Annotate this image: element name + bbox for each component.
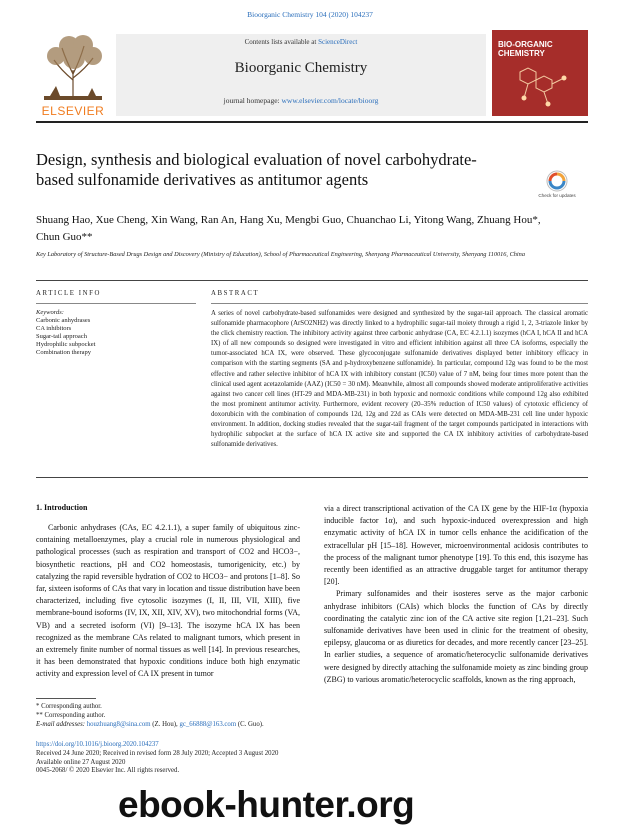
- corresponding-author-2: ** Corresponding author.: [36, 711, 106, 719]
- available-online: Available online 27 August 2020: [36, 758, 126, 766]
- keyword-item: CA inhibitors: [36, 325, 72, 333]
- article-info-heading: ARTICLE INFO: [36, 290, 102, 297]
- homepage-prefix: journal homepage:: [223, 96, 282, 105]
- footnotes: [36, 703, 596, 729]
- footnote-rule: [36, 698, 96, 699]
- doi-link[interactable]: https://doi.org/10.1016/j.bioorg.2020.104237: [36, 741, 159, 748]
- journal-homepage-line: [116, 96, 486, 105]
- check-for-updates-label: Check for updates: [538, 193, 576, 198]
- abstract-rule: [211, 303, 588, 304]
- journal-title: Bioorganic Chemistry: [234, 60, 368, 76]
- keyword-item: Combination therapy: [36, 349, 92, 357]
- publication-info: [36, 741, 436, 776]
- article-info-rule: [36, 303, 196, 304]
- contents-line: [116, 38, 486, 46]
- keyword-item: Carbonic anhydrases: [36, 317, 91, 324]
- email-link-hou[interactable]: houzhuang8@sina.com: [86, 720, 151, 728]
- title-divider: [36, 280, 588, 281]
- keyword-item: Hydrophilic subpocket: [36, 341, 96, 349]
- affiliation: Key Laboratory of Structure-Based Drugs Design and Discovery (Ministry of Education), School of Pharmaceutical Engineering, Shenyang Pharmaceutical University, Shenyang 110016, China: [36, 251, 525, 258]
- abstract-text: A series of novel carbohydrate-based sulfonamides were designed and synthesized by the sugar-tail approach. The classical aromatic sulfonamide pharmacophore (ArSO2NH2) was directly linked to a hydrophilic sugar-tail moiety through a rigid 1, 2, 3-triazole linker by the click chemistry reaction. The inhibitory activity against three carbonic anhydrase (CA, EC 4.2.1.1) isozymes (hCA I, hCA II and hCA IX) of all new compounds so designed were investigated in vitro and efficient inhibition against all three CA isoforms, especially the tumor-associated hCA IX, were observed. These glycoconjugate sulfonamide derivatives displayed better inhibitory efficacy in comparison with the starting segments (SA and p-hydroxybenzene sulfonamide). In particular, compound 12g was found to be the most effective and rather selective inhibitor of hCA IX with inhibitory constant (IC50) value of 7 nM, being four times more potent than the clinical used agent acetazolamide (AAZ) (IC50 = 30 nM). Meanwhile, almost all compounds showed moderate antiproliferative activities against two cancer cell lines (HT-29 and MDA-MB-231) in both hypoxic and normoxic conditions while compound 12g also exhibited the most prominent antitumor activity. Furthermore, evident recovery (20–35% reduction of IC50 values) of cytotoxic efficiency of doxorubicin with the combination of compounds 12d, 12g and 22d as CAIs were detected on MDA-MB-231 cell line under hypoxic environment. In addition, docking studies revealed that the sugar-tail fragment of the target compounds participated in interactions with hydrophilic subpocket at the surface of hCA IX active site and supported the CA IX inhibitory activities of carbohydrate-based sulfonamide derivatives.: [211, 310, 588, 449]
- copyright: 0045-2068/ © 2020 Elsevier Inc. All rights reserved.: [36, 767, 180, 775]
- homepage-link[interactable]: www.elsevier.com/locate/bioorg: [281, 96, 379, 105]
- elsevier-wordmark: ELSEVIER: [41, 104, 105, 118]
- body-left-column: Carbonic anhydrases (CAs, EC 4.2.1.1), a super family of ubiquitous zinc-containing metalloenzymes, play a crucial role in numerous physiological and pathological processes (such as respiration and transport of CO2 and HCO3−, biosynthetic reactions, pH and CO2 homeostasis, tumorigenicity, etc.) by catalyzing the rapid reversible hydration of CO2 to HCO3− and protons [1–8]. So far, sixteen isoforms of CAs that vary in location and tissue distribution have been characterized, including five cytosolic isozymes (I, II, III, VII, XIII), five membrane-bound isoforms (IV, IX, XII, XIV, XV), two mitochondrial forms (VA, VB) and a secreted isoform (VI) [9–13]. The isozyme hCA IX has been recognized as the membrane CAs related to malignant tumors, which present in an extremely finite number of normal tissues as well [14]. In previous researches, it has been demonstrated that hypoxic conditions induce both high enzymatic activity and expression level of CA IX present in tumor: [36, 523, 300, 679]
- email-line: [36, 721, 596, 730]
- email-label: E-mail addresses:: [36, 720, 87, 728]
- email-link-guo[interactable]: gc_66888@163.com: [179, 720, 237, 728]
- journal-reference[interactable]: Bioorganic Chemistry 104 (2020) 104237: [247, 10, 373, 19]
- sciencedirect-link[interactable]: ScienceDirect: [318, 38, 358, 46]
- body-paragraph: Primary sulfonamides and their isosteres serve as the major carbonic anhydrase inhibitors (CAIs) which blocks the function of CAs by directly coordinating the catalytic zinc ion of the CA active site region [1,21–23]. Such sulfonamide derivatives have been used in clinic for the treatment of obesity, epilepsy, glaucoma or as diuretics for decades, and more recently cancer [23–25]. In earlier studies, a sequence of aromatic/heterocyclic sulfonamide derivatives were designed by directly attaching the sulfonamide moiety as zinc binding group (ZBG) to various aromatic/heterocyclic scaffolds, known as the ring approach,: [324, 589, 588, 684]
- check-for-updates-badge[interactable]: [535, 167, 579, 207]
- abstract-divider: [36, 477, 588, 478]
- contents-prefix: Contents lists available at: [244, 38, 319, 46]
- keyword-item: Sugar-tail approach: [36, 333, 87, 341]
- body-right-column: [324, 503, 588, 686]
- body-paragraph: via a direct transcriptional activation of the CA IX gene by the HIF-1α (hypoxia inducible factor 1α), and such hypoxic-induced overexpression and high enzymatic activity of hCA IX in tumor cells enhance the acidification of the extracellular pH [15–18]. However, microenvironmental acidosis contributes to the process of the malignant tumor phenotype [19]. To this end, this isozyme has recently been identified as an attractive druggable target for antitumor therapy [20].: [324, 504, 588, 587]
- abstract-heading: ABSTRACT: [211, 290, 260, 297]
- email-owner-hou: (Z. Hou),: [150, 720, 180, 728]
- section-heading-introduction: 1. Introduction: [36, 503, 88, 512]
- corresponding-author-1: * Corresponding author.: [36, 703, 102, 710]
- keywords-label: Keywords:: [36, 309, 64, 316]
- cover-title: BIO-ORGANIC CHEMISTRY: [498, 40, 553, 58]
- watermark: ebook-hunter.org: [118, 784, 415, 825]
- received-dates: Received 24 June 2020; Received in revised form 28 July 2020; Accepted 3 August 2020: [36, 749, 279, 757]
- author-list: Shuang Hao, Xue Cheng, Xin Wang, Ran An, Hang Xu, Mengbi Guo, Chuanchao Li, Yitong Wang, Zhuang Hou*, Chun Guo**: [36, 214, 541, 243]
- email-owner-guo: (C. Guo).: [236, 720, 264, 728]
- header-divider: [36, 121, 588, 123]
- cover-molecule-image: [508, 62, 572, 108]
- keyword-list: [36, 317, 196, 357]
- article-title: Design, synthesis and biological evaluation of novel carbohydrate-based sulfonamide derivatives as antitumor agents: [36, 150, 477, 189]
